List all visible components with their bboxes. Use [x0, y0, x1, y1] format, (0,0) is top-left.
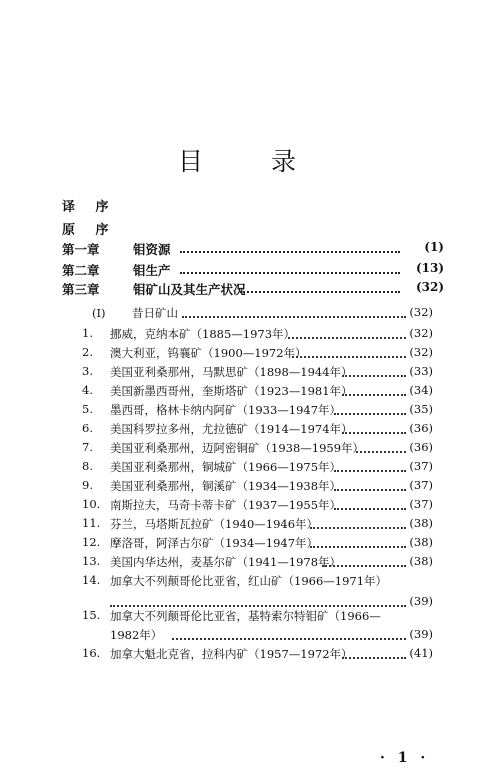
entry-text: 美国亚利桑那州，铜城矿（1966—1975年） — [110, 460, 342, 474]
entry-number: 4. — [82, 383, 93, 397]
chapter-title: 钼生产 — [133, 263, 171, 278]
page-number: · 1 · — [380, 750, 430, 766]
entry-number: 14. — [82, 573, 101, 587]
chapter-label: 第二章 — [62, 263, 100, 278]
entry-page: (34) — [409, 383, 433, 397]
entry-page: (38) — [409, 554, 433, 568]
dot-leader — [180, 272, 400, 274]
dot-leader — [334, 413, 406, 415]
entry-page: (37) — [409, 478, 433, 492]
entry-text: 美国科罗拉多州，尤拉德矿（1914—1974年） — [110, 422, 353, 436]
entry-text: 南斯拉夫，马奇卡蒂卡矿（1937—1955年） — [110, 498, 342, 512]
dot-leader — [172, 638, 406, 640]
dot-leader — [334, 489, 406, 491]
entry-text: 加拿大不列颠哥伦比亚省，基特索尔特钼矿（1966— — [110, 609, 381, 623]
chapter-page: (32) — [415, 280, 444, 294]
chapter-title: 钼矿山及其生产状况 — [133, 282, 246, 297]
entry-number: 16. — [82, 646, 101, 660]
chapter-label: 第三章 — [62, 282, 100, 297]
entry-number: 2. — [82, 345, 93, 359]
entry-page: (36) — [409, 440, 433, 454]
entry-text: 加拿大魁北克省，拉科内矿（1957—1972年） — [110, 647, 353, 661]
entry-page: (37) — [409, 459, 433, 473]
entry-text: 加拿大不列颠哥伦比亚省，红山矿（1966—1971年） — [110, 574, 388, 588]
entry-number: 12. — [82, 535, 101, 549]
entry-text: 澳大利亚，钨襄矿（1900—1972年） — [110, 346, 307, 360]
entry-text: 墨西哥，格林卡纳内阿矿（1933—1947年） — [110, 403, 342, 417]
toc-front-original-preface: 原 序 — [62, 223, 117, 238]
dot-leader — [240, 291, 400, 293]
entry-number: 1. — [82, 326, 93, 340]
section-title: 昔日矿山 — [132, 306, 178, 320]
dot-leader — [356, 451, 406, 453]
entry-page: (39) — [409, 627, 433, 641]
entry-number: 3. — [82, 364, 93, 378]
page-title: 目 录 — [178, 147, 326, 176]
dot-leader — [322, 565, 406, 567]
chapter-label: 第一章 — [62, 242, 100, 257]
chapter-page: (13) — [415, 261, 444, 275]
dot-leader — [342, 657, 406, 659]
entry-page: (38) — [409, 535, 433, 549]
entry-page: (41) — [409, 646, 433, 660]
entry-page: (33) — [409, 364, 433, 378]
chapter-page: (1) — [424, 240, 444, 254]
dot-leader — [292, 356, 406, 358]
entry-page: (36) — [409, 421, 433, 435]
entry-page: (38) — [409, 516, 433, 530]
entry-page: (37) — [409, 497, 433, 511]
entry-number: 7. — [82, 440, 93, 454]
entry-page: (39) — [409, 594, 433, 608]
entry-number: 15. — [82, 608, 101, 622]
entry-page: (32) — [409, 345, 433, 359]
chapter-title: 钼资源 — [133, 242, 171, 257]
entry-number: 11. — [82, 516, 101, 530]
entry-number: 6. — [82, 421, 93, 435]
entry-number: 9. — [82, 478, 93, 492]
section-page: (32) — [409, 305, 433, 319]
dot-leader — [342, 375, 406, 377]
entry-text: 美国内华达州，麦基尔矿（1941—1978年） — [110, 555, 342, 569]
entry-text-continued: 1982年） — [110, 628, 163, 642]
dot-leader — [288, 337, 406, 339]
dot-leader — [334, 470, 406, 472]
entry-text: 美国亚利桑那州，马默思矿（1898—1944年） — [110, 365, 353, 379]
entry-number: 10. — [82, 497, 101, 511]
entry-text: 美国亚利桑那州，铜溪矿（1934—1938年） — [110, 479, 342, 493]
toc-front-translator-preface: 译 序 — [62, 200, 117, 215]
entry-number: 5. — [82, 402, 93, 416]
entry-text: 芬兰，马塔斯瓦拉矿（1940—1946年） — [110, 517, 319, 531]
entry-text: 挪威，克纳本矿（1885—1973年） — [110, 327, 296, 341]
dot-leader — [110, 605, 406, 607]
entry-page: (32) — [409, 326, 433, 340]
entry-text: 摩洛哥，阿泽古尔矿（1934—1947年） — [110, 536, 319, 550]
dot-leader — [310, 546, 406, 548]
entry-number: 13. — [82, 554, 101, 568]
dot-leader — [180, 251, 400, 253]
entry-page: (35) — [409, 402, 433, 416]
dot-leader — [334, 508, 406, 510]
dot-leader — [342, 394, 406, 396]
dot-leader — [182, 316, 406, 318]
dot-leader — [342, 432, 406, 434]
entry-text: 美国亚利桑那州，迈阿密铜矿（1938—1959年） — [110, 441, 365, 455]
entry-number: 8. — [82, 459, 93, 473]
section-label: (Ⅰ) — [92, 306, 106, 320]
entry-text: 美国新墨西哥州，奎斯塔矿（1923—1981年） — [110, 384, 353, 398]
dot-leader — [310, 527, 406, 529]
